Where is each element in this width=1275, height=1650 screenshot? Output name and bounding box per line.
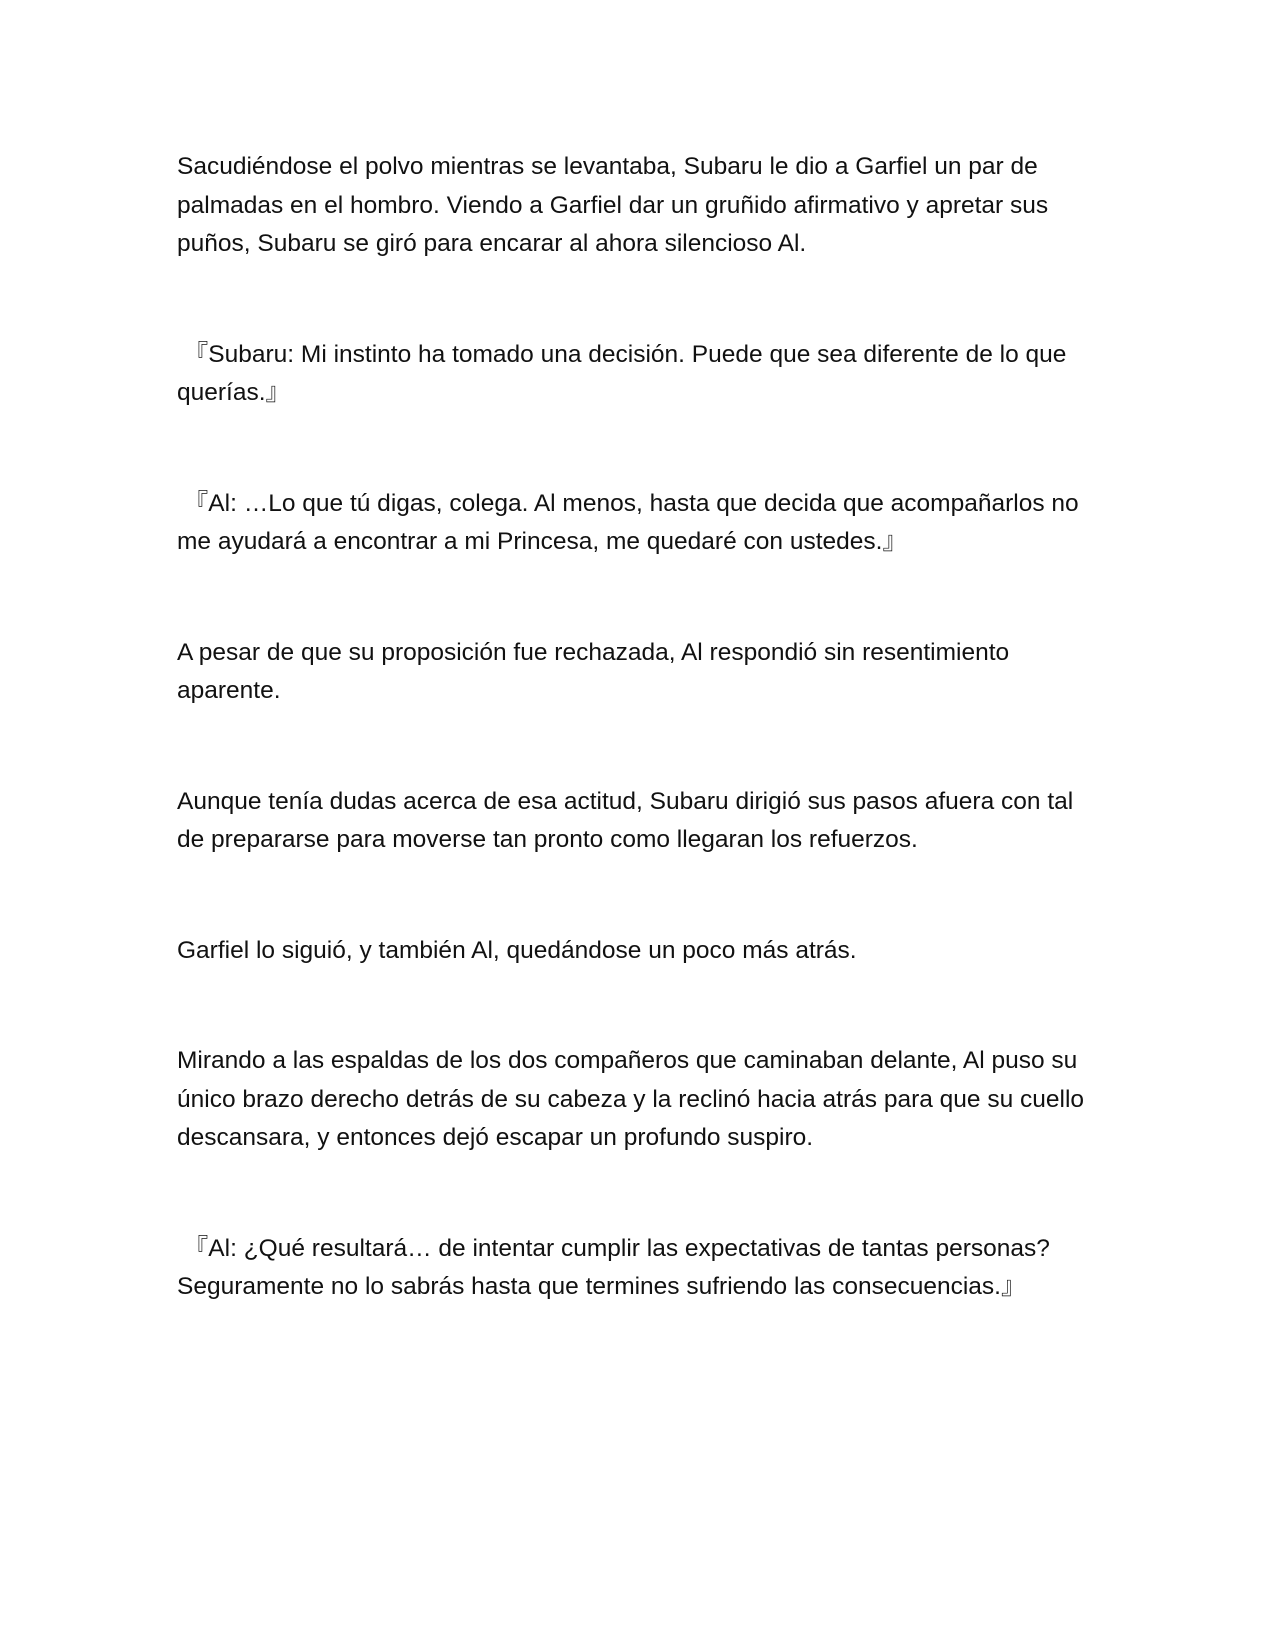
paragraph-narration-1: Sacudiéndose el polvo mientras se levantaba, Subaru le dio a Garfiel un par de palmadas en el hombro. Viendo a Garfiel dar un gruñido afirmativo y apretar sus puños, Subaru se giró para encarar al ahora silencioso Al. xyxy=(177,153,1049,257)
paragraph-narration-4: Garfiel lo siguió, y también Al, quedándose un poco más atrás. xyxy=(177,936,857,964)
paragraph-dialogue-al-2: 『Al: ¿Qué resultará… de intentar cumplir las expectativas de tantas personas? Seguramente no lo sabrás hasta que termines sufriendo las consecuencias.』 xyxy=(177,1234,1050,1300)
paragraph-narration-5: Mirando a las espaldas de los dos compañeros que caminaban delante, Al puso su único brazo derecho detrás de su cabeza y la reclinó hacia atrás para que su cuello descansara, y entonces dejó escapar un profundo suspiro. xyxy=(177,1047,1085,1151)
paragraph-dialogue-al-1: 『Al: …Lo que tú digas, colega. Al menos, hasta que decida que acompañarlos no me ayudará a encontrar a mi Princesa, me quedaré con ustedes.』 xyxy=(177,489,1079,555)
paragraph-narration-2: A pesar de que su proposición fue rechazada, Al respondió sin resentimiento aparente. xyxy=(177,638,1010,704)
document-body xyxy=(177,148,1097,1307)
paragraph-narration-3: Aunque tenía dudas acerca de esa actitud, Subaru dirigió sus pasos afuera con tal de prepararse para moverse tan pronto como llegaran los refuerzos. xyxy=(177,787,1074,853)
paragraph-dialogue-subaru: 『Subaru: Mi instinto ha tomado una decisión. Puede que sea diferente de lo que querías.』 xyxy=(177,340,1067,406)
